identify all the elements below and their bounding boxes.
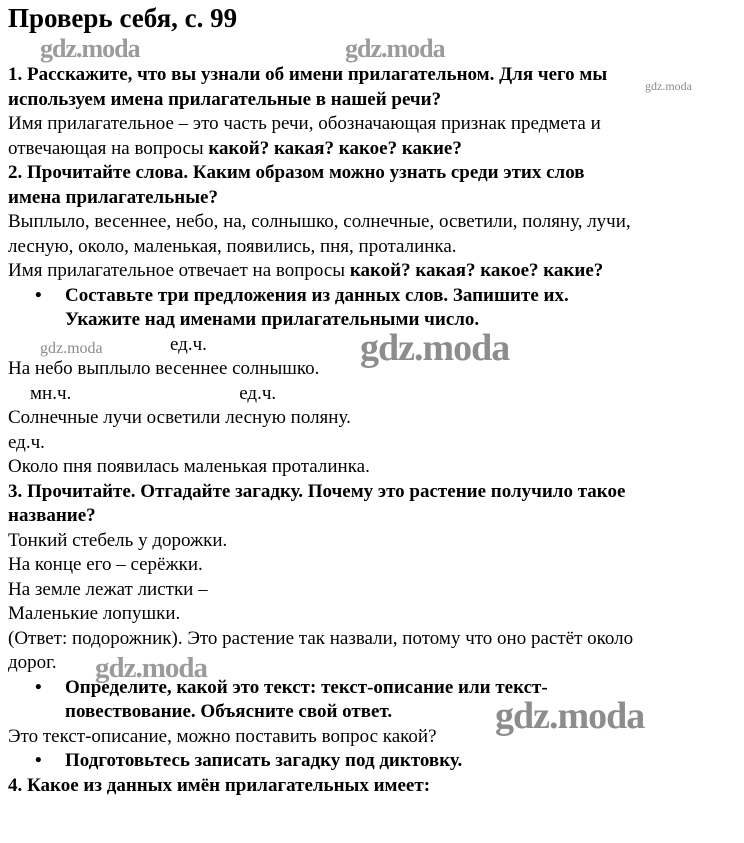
sentence-3: Около пня появилась маленькая проталинка.: [8, 456, 370, 477]
question-3-cont: название?: [8, 505, 96, 526]
content: [8, 63, 738, 798]
number-ed: ед.ч.: [8, 431, 45, 453]
answer-1-cont: [8, 137, 738, 162]
watermark: gdz.moda: [360, 327, 510, 369]
questions-bold: какой? какая? какое? какие?: [208, 137, 462, 159]
question-1-cont: используем имена прилагательные в нашей речи?: [8, 88, 442, 110]
words-2: лесную, около, маленькая, появились, пня, проталинка.: [8, 235, 457, 257]
bullet-icon: •: [35, 284, 42, 306]
question-1: 1. Расскажите, что вы узнали об имени прилагательном. Для чего мы: [8, 64, 608, 85]
number-mn: мн.ч.: [30, 382, 72, 404]
number-ed: ед.ч.: [239, 382, 277, 404]
bullet-task-1: [8, 284, 738, 309]
bullet-icon: •: [35, 676, 42, 698]
answer-3-cont: дорог.: [8, 652, 57, 673]
question-4: 4. Какое из данных имён прилагательных имеет:: [8, 774, 431, 796]
riddle-line: На конце его – серёжки.: [8, 554, 203, 575]
questions-bold: какой? какая? какое? какие?: [349, 260, 604, 281]
watermark: gdz.moda: [495, 695, 645, 737]
text: повествование. Объясните свой ответ.: [65, 701, 393, 722]
answer-3: (Ответ: подорожник). Это растение так назвали, потому что оно растёт около: [8, 627, 634, 649]
text: Подготовьтесь записать загадку под диктовку.: [65, 750, 463, 771]
page-title: Проверь себя, с. 99: [8, 3, 238, 33]
answer-text-type: Это текст-описание, можно поставить вопрос какой?: [8, 725, 437, 747]
text: Определите, какой это текст: текст-описание или текст-: [65, 676, 548, 698]
text: отвечающая на вопросы: [8, 137, 209, 159]
text: Имя прилагательное отвечает на вопросы: [8, 260, 350, 281]
bullet-icon: •: [35, 750, 42, 771]
watermark: gdz.moda: [345, 34, 445, 63]
riddle-line: На земле лежат листки –: [8, 578, 208, 600]
question-2-cont: имена прилагательные?: [8, 186, 218, 208]
riddle-line: Маленькие лопушки.: [8, 603, 181, 624]
text: Составьте три предложения из данных слов. Запишите их.: [65, 284, 569, 306]
watermark: gdz.moda: [645, 79, 692, 93]
number-ed: ед.ч.: [170, 333, 207, 355]
watermark: gdz.moda: [40, 340, 103, 357]
watermark: gdz.moda: [40, 34, 140, 63]
sentence-2: Солнечные лучи осветили лесную поляну.: [8, 407, 351, 428]
number-label: [8, 382, 738, 407]
watermark: gdz.moda: [95, 652, 208, 684]
sentence-1: На небо выплыло весеннее солнышко.: [8, 358, 320, 379]
answer-1: Имя прилагательное – это часть речи, обозначающая признак предмета и: [8, 113, 601, 134]
riddle-line: Тонкий стебель у дорожки.: [8, 529, 228, 551]
answer-2: [8, 259, 738, 284]
question-2: 2. Прочитайте слова. Каким образом можно узнать среди этих слов: [8, 162, 585, 183]
words-1: Выплыло, весеннее, небо, на, солнышко, солнечные, осветили, поляну, лучи,: [8, 211, 631, 232]
text: Укажите над именами прилагательными число.: [65, 309, 480, 330]
question-3: 3. Прочитайте. Отгадайте загадку. Почему это растение получило такое: [8, 480, 626, 502]
bullet-task-3: [8, 749, 738, 774]
